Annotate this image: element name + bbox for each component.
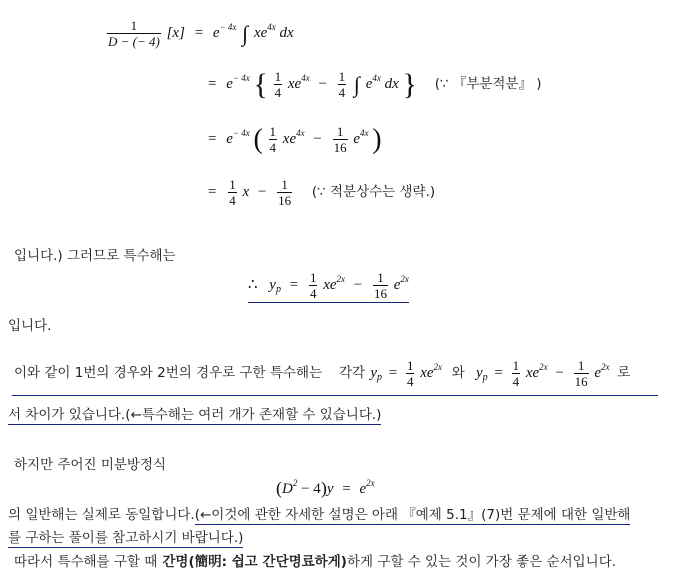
operator-exponent: 2 [292,478,298,488]
fraction [228,177,237,208]
equals-sign: = [289,276,299,293]
text-line: 하지만 주어진 미분방정식 [14,457,167,473]
subscript: p [482,371,488,383]
fraction-denominator: 16 [574,374,588,389]
fraction [269,124,278,155]
minus-sign: − [313,131,322,147]
exp-exponent: − 4x [219,21,237,32]
fraction [373,270,388,301]
paragraph-1-line-2 [8,403,381,423]
term: xe [287,76,302,92]
left-paren: ( [276,478,282,498]
fraction [574,358,589,389]
fraction-denominator: 4 [269,140,277,156]
operator-rest: − 4 [297,481,321,497]
paragraph-text: 각각 [339,364,366,381]
note-text: (←특수해는 여러 개가 존재할 수 있습니다.) [125,407,382,423]
fraction-numerator: 1 [281,177,288,192]
fraction-denominator: 4 [229,193,236,208]
differential-equation [276,478,375,499]
text-line: 입니다.) 그러므로 특수해는 [14,248,176,264]
exp-exponent: 2x [366,478,375,488]
integral-sign: ∫ [242,20,249,46]
term: xe [323,276,337,293]
exp-base: e [212,24,220,41]
term: e [365,76,373,92]
right-brace: } [402,68,417,101]
fraction-denominator: 16 [278,193,292,208]
fraction-numerator: 1 [269,124,277,140]
variable-y: y [269,276,276,293]
paragraph-text: 로 [617,364,631,381]
fraction-numerator: 1 [512,358,520,373]
fraction [333,124,348,155]
term: e [353,131,361,147]
fraction-numerator: 1 [406,358,414,373]
note-text: (←이것에 관한 자세한 설명은 아래 『예제 5.1』(7)번 문제에 대한 일반해 [194,507,631,523]
equals-sign: = [194,24,204,41]
fraction-numerator: 1 [336,124,344,140]
term-exponent: 2x [601,361,610,372]
term-exponent: 2x [400,273,409,284]
equals-sign: = [388,364,398,381]
variable-y: y [475,364,483,381]
minus-sign: − [353,276,363,293]
fraction-denominator: 4 [309,286,317,301]
equals-sign: = [208,131,217,147]
right-paren: ) [320,478,327,498]
fraction [338,69,347,100]
subscript: p [377,371,382,383]
fraction-numerator: 1 [274,69,282,85]
integrand-exponent: 4x [267,21,276,32]
term: xe [525,364,540,381]
term-exponent: 4x [360,128,369,138]
fraction-denominator: 4 [406,374,414,389]
fraction-numerator: 1 [229,177,236,192]
term-exponent: 2x [539,361,548,372]
note-text: 를 구하는 풀이를 참고하시기 바랍니다.) [8,530,244,546]
exp-base: e [226,76,233,92]
left-brace: { [253,68,268,101]
variable-y: y [326,481,334,497]
term: e [594,364,602,381]
paragraph-1-line-1 [14,358,630,389]
fraction [274,69,283,100]
text-line: 입니다. [8,318,52,334]
term: x [242,183,250,200]
paragraph-text: 따라서 특수해를 구할 때 [14,554,158,570]
term: xe [282,131,297,147]
fraction [309,270,318,301]
exp-exponent: − 4x [232,128,250,138]
particular-solution [248,270,409,303]
equation-line-1 [105,18,294,49]
paragraph-2-line-1 [8,503,630,523]
fraction-denominator: 4 [274,85,282,101]
minus-sign: − [257,183,267,200]
paragraph-text: 서 차이가 있습니다. [8,407,126,423]
differential: dx [384,76,399,92]
fraction-denominator: 16 [373,286,387,301]
right-paren: ) [372,124,382,155]
operand: [x] [166,24,185,41]
term: e [393,276,401,293]
paragraph-text: 하게 구할 수 있는 것이 가장 좋은 순서입니다. [346,554,617,570]
term-exponent: 4x [372,73,381,83]
fraction-numerator: 1 [338,69,346,85]
operator-fraction [107,18,161,49]
fraction-numerator: 1 [577,358,585,373]
equation-line-4 [208,177,435,208]
term: xe [420,364,434,381]
reason-note: (∵ 적분상수는 생략.) [311,183,436,200]
term-exponent: 2x [433,361,443,372]
equals-sign: = [494,364,503,381]
variable-y: y [370,364,377,381]
operator-D: D [282,481,293,497]
fraction-numerator: 1 [377,270,384,285]
minus-sign: − [318,76,327,92]
fraction [406,358,415,389]
integrand: xe [253,24,268,41]
paragraph-text: 와 [451,364,465,381]
paragraph-text: 이와 같이 1번의 경우와 2번의 경우로 구한 특수해는 [14,364,323,381]
paragraph-2-line-2 [8,526,243,546]
left-paren: ( [253,124,263,155]
minus-sign: − [555,364,564,381]
underline-rule [12,395,658,396]
differential: dx [279,24,294,41]
equation-line-3 [208,124,382,156]
therefore-symbol: ∴ [248,276,258,293]
exp-exponent: − 4x [232,73,250,83]
paragraph-2-line-3 [14,550,616,570]
fraction-denominator: 4 [512,374,520,389]
term-exponent: 2x [336,273,346,284]
exp-base: e [226,131,233,147]
equals-sign: = [208,76,217,92]
subscript: p [275,283,281,295]
fraction-denominator: 4 [338,85,346,101]
equals-sign: = [208,183,217,200]
paragraph-text: 의 일반해는 실제로 동일합니다. [8,507,195,523]
fraction-denominator: D − (− 4) [108,34,160,49]
equation-line-2 [208,68,542,102]
exp-base: e [359,481,367,497]
fraction-numerator: 1 [309,270,317,285]
term-exponent: 4x [301,73,310,83]
fraction [512,358,521,389]
term-exponent: 4x [296,128,305,138]
fraction [277,177,292,208]
fraction-numerator: 1 [130,18,138,33]
emphasis-text: 간명(簡明: 쉽고 간단명료하게) [162,554,347,570]
reason-note: (∵ 『부분적분』 ) [434,76,542,92]
integral-sign: ∫ [353,72,360,97]
fraction-denominator: 16 [333,140,347,156]
equals-sign: = [342,481,351,497]
